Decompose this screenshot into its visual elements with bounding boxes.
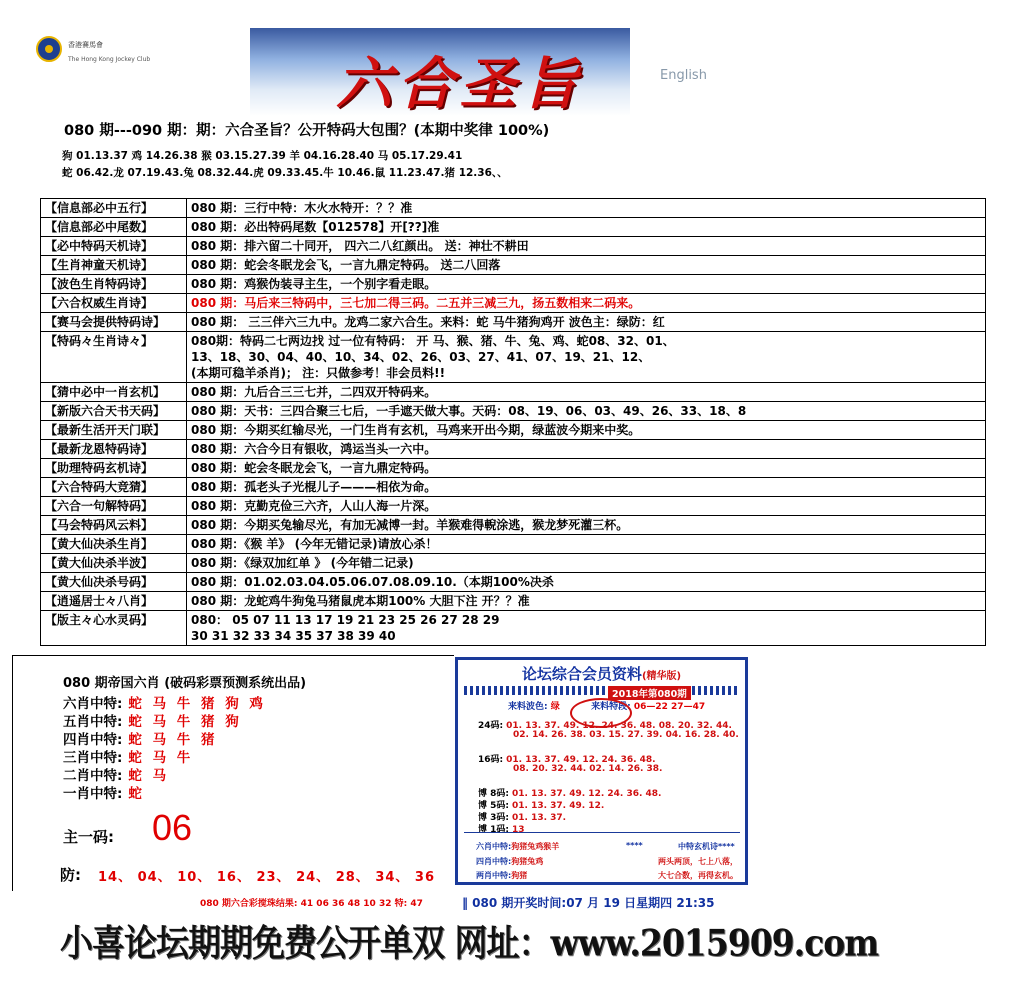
- row-value: [187, 199, 986, 218]
- row-label: 【必中特码天机诗】: [41, 237, 187, 256]
- code-numbers: 01. 13. 37. 49. 12. 24. 36. 48.: [506, 755, 656, 765]
- row-label: 【黄大仙决杀号码】: [41, 573, 187, 592]
- row-value: [187, 218, 986, 237]
- table-row: [41, 535, 986, 554]
- tier-label: 五肖中特:: [63, 714, 123, 730]
- row-label: 【波色生肖特码诗】: [41, 275, 187, 294]
- two-value: 狗猪: [511, 871, 528, 880]
- row-value-line: 080 期：蛇会冬眠龙会飞，一言九鼎定特码。 送二八回落: [191, 258, 501, 272]
- row-value: [187, 611, 986, 646]
- zodiac-line-2: 蛇 06.42.龙 07.19.43.兔 08.32.44.虎 09.33.45.牛 10.46.鼠 11.23.47.猪 12.36、、: [62, 167, 508, 179]
- tier-label: 四肖中特:: [63, 732, 123, 748]
- club-name-en: The Hong Kong Jockey Club: [68, 56, 151, 63]
- row-value-line: 080 期：鸡猴伪装寻主生，一个别字看走眼。: [191, 277, 437, 291]
- row-value-line: (本期可稳羊杀肖)； 注：只做参考！非会员料!!: [191, 366, 446, 380]
- row-value: [187, 421, 986, 440]
- tier-label: 三肖中特:: [63, 750, 123, 766]
- poem-line-2: [658, 870, 738, 881]
- table-row: [41, 218, 986, 237]
- table-row: [41, 421, 986, 440]
- row-value: [187, 402, 986, 421]
- row-value-line: 080 期： 三三伴六三九中。龙鸡二家六合生。来料：蛇 马牛猪狗鸡开 波色主：绿防：红: [191, 315, 665, 329]
- four-value: 狗猪兔鸡: [511, 857, 544, 866]
- row-value: [187, 573, 986, 592]
- zodiac-line-1: 狗 01.13.37 鸡 14.26.38 猴 03.15.27.39 羊 04.16.28.40 马 05.17.29.41: [62, 150, 463, 162]
- code-label: 16码:: [478, 755, 504, 765]
- code-label: 博 1码:: [478, 825, 509, 835]
- panel-band: [464, 686, 740, 695]
- club-name-cn: 香港賽馬會: [68, 41, 103, 49]
- table-row: [41, 592, 986, 611]
- guard-label: 防:: [60, 866, 81, 884]
- meta-special: 06—22 27—47: [633, 702, 706, 712]
- table-row: [41, 294, 986, 313]
- meta-color: 绿: [550, 702, 560, 712]
- tier-label: 六肖中特:: [63, 696, 123, 712]
- row-value-line: 080 期：马后来三特码中，三七加二得三码。二五并三减三九，扬五数相来二码来。: [191, 296, 641, 310]
- meta-label: 来料波色:: [508, 702, 548, 712]
- row-value-line: 080 期：克勤克俭三六齐，人山人海一片深。: [191, 499, 437, 513]
- two-label: 两肖中特:: [476, 871, 512, 880]
- row-value-line: 080 期：九后合三三七并，二四双开特码来。: [191, 385, 437, 399]
- table-row: [41, 383, 986, 402]
- panel-four-line: [476, 856, 543, 867]
- poem-line-2-text: 大七合数，再得玄机。: [658, 871, 738, 880]
- six-label: 六肖中特:: [476, 842, 512, 851]
- row-value: [187, 275, 986, 294]
- tier-line: [63, 746, 193, 766]
- row-value-line: 13、18、30、04、40、10、34、02、26、03、27、41、07、19、21、12、: [191, 350, 651, 364]
- table-row: [41, 275, 986, 294]
- row-value-line: 080 期：今期买红输尽光，一门生肖有玄机，马鸡来开出今期，绿蓝波今期来中奖。: [191, 423, 641, 437]
- poem-title-text: 中特玄机诗****: [678, 842, 735, 851]
- table-row: [41, 459, 986, 478]
- code-line: [510, 730, 739, 740]
- poem-title: [678, 841, 735, 852]
- code-numbers: 08. 20. 32. 44. 02. 14. 26. 38.: [513, 764, 663, 774]
- panel-two-line: [476, 870, 527, 881]
- tier-line: [63, 782, 145, 802]
- table-row: [41, 611, 986, 646]
- table-row: [41, 237, 986, 256]
- row-value: [187, 459, 986, 478]
- stars: [626, 841, 643, 850]
- row-value: [187, 383, 986, 402]
- row-value: [187, 294, 986, 313]
- code-numbers: 01. 13. 37.: [512, 813, 567, 823]
- row-value: [187, 440, 986, 459]
- panel-divider: [464, 832, 740, 833]
- row-label: 【特码々生肖诗々】: [41, 332, 187, 383]
- row-value-line: 080期：特码二七两边找 过一位有特码： 开 马、猴、猪、牛、兔、鸡、蛇08、32、01、: [191, 334, 675, 348]
- row-label: 【猜中必中一肖玄机】: [41, 383, 187, 402]
- row-value-line: 080 期：01.02.03.04.05.06.07.08.09.10.（本期100%决杀: [191, 575, 554, 589]
- row-value-line: 080 期：孤老头子光棍儿子———相依为命。: [191, 480, 437, 494]
- panel-six-line: [476, 841, 559, 852]
- table-row: [41, 313, 986, 332]
- code-label: 博 5码:: [478, 801, 509, 811]
- code-label: 博 8码:: [478, 789, 509, 799]
- table-row: [41, 516, 986, 535]
- tier-line: [63, 728, 218, 748]
- row-value-line: 080 期：《绿双加红单 》 (今年错二记录): [191, 556, 414, 570]
- table-row: [41, 402, 986, 421]
- code-numbers: 01. 13. 37. 49. 12. 24. 36. 48. 08. 20. 32. 44.: [506, 721, 732, 731]
- row-value: [187, 497, 986, 516]
- row-value: [187, 237, 986, 256]
- tier-value: 蛇 马 牛 猪 狗: [128, 714, 242, 730]
- draw-result: 080 期六合彩搅珠结果: 41 06 36 48 10 32 特: 47: [200, 899, 423, 909]
- row-label: 【黄大仙决杀半波】: [41, 554, 187, 573]
- row-label: 【六合权威生肖诗】: [41, 294, 187, 313]
- banner-title: 六合圣旨: [336, 51, 584, 117]
- tier-value: 蛇 马 牛 猪 狗 鸡: [128, 696, 266, 712]
- table-row: [41, 332, 986, 383]
- row-value: [187, 516, 986, 535]
- table-row: [41, 440, 986, 459]
- row-value: [187, 592, 986, 611]
- row-value: [187, 332, 986, 383]
- row-value: [187, 535, 986, 554]
- code-label: 博 3码:: [478, 813, 509, 823]
- table-row: [41, 573, 986, 592]
- panel-year-issue: 2018年第080期: [608, 686, 691, 700]
- row-value: [187, 478, 986, 497]
- prediction-table: [40, 198, 986, 646]
- draw-time: ‖ 080 期开奖时间:07 月 19 日星期四 21:35: [462, 896, 715, 910]
- code-numbers: 13: [512, 825, 525, 835]
- jockey-club-logo-icon: [36, 36, 62, 62]
- panel-title-text: 论坛综合会员资料: [521, 665, 642, 683]
- tier-value: 蛇 马: [128, 768, 170, 784]
- tier-value: 蛇: [128, 786, 145, 802]
- main-code-label: 主一码:: [63, 828, 114, 846]
- panel-title: [458, 663, 745, 684]
- row-label: 【赛马会提供特码诗】: [41, 313, 187, 332]
- code-label: 24码:: [478, 721, 504, 731]
- table-row: [41, 199, 986, 218]
- row-label: 【版主々心水灵码】: [41, 611, 187, 646]
- row-label: 【逍遥居士々八肖】: [41, 592, 187, 611]
- guard-numbers: 14、 04、 10、 16、 23、 24、 28、 34、 36: [98, 870, 436, 885]
- empire-six-title: 080 期帝国六肖 (破码彩票预测系统出品): [63, 676, 307, 691]
- row-label: 【信息部必中五行】: [41, 199, 187, 218]
- poem-line-1: [658, 856, 738, 867]
- english-link[interactable]: English: [660, 68, 707, 83]
- tier-label: 一肖中特:: [63, 786, 123, 802]
- row-value-line: 080 期：天书：三四合聚三七后，一手遮天做大事。天码：08、19、06、03、49、26、33、18、8: [191, 404, 747, 418]
- row-value-line: 080 期：龙蛇鸡牛狗兔马猪鼠虎本期100% 大胆下注 开？？准: [191, 594, 530, 608]
- footer-banner[interactable]: 小喜论坛期期免费公开单双 网址：www.2015909.com: [60, 921, 879, 965]
- row-value-line: 080 期：排六留二十同开， 四六二八红颜出。 送：神壮不耕田: [191, 239, 529, 253]
- tier-value: 蛇 马 牛: [128, 750, 194, 766]
- six-value: 狗猪兔鸡猴羊: [511, 842, 560, 851]
- table-row: [41, 256, 986, 275]
- row-label: 【六合特码大竞猜】: [41, 478, 187, 497]
- code-numbers: 02. 14. 26. 38. 03. 15. 27. 39. 04. 16. 28. 40.: [513, 730, 739, 740]
- row-value-line: 080 期：蛇会冬眠龙会飞，一言九鼎定特码。: [191, 461, 437, 475]
- tier-line: [63, 692, 266, 712]
- row-value-line: 080 期：六合今日有银收，鸿运当头一六中。: [191, 442, 437, 456]
- code-numbers: 01. 13. 37. 49. 12.: [512, 801, 605, 811]
- forum-member-panel: [455, 657, 748, 885]
- headline: 080 期---090 期：期：六合圣旨？公开特码大包围？(本期中奖律 100%): [64, 123, 550, 139]
- row-value-line: 080： 05 07 11 13 17 19 21 23 25 26 27 28 29: [191, 613, 500, 627]
- table-row: [41, 478, 986, 497]
- poem-line-1-text: 两头两顶，七上八落，: [658, 857, 738, 866]
- row-label: 【马会特码风云料】: [41, 516, 187, 535]
- stars-text: ****: [626, 841, 643, 850]
- table-row: [41, 497, 986, 516]
- row-value-line: 080 期：今期买兔输尽光，有加无减博一封。羊猴难得輗涂逃，猴龙梦死灌三杯。: [191, 518, 629, 532]
- tier-value: 蛇 马 牛 猪: [128, 732, 218, 748]
- row-value-line: 080 期：必出特码尾数【012578】开[??]准: [191, 220, 440, 234]
- panel-edition: (精华版): [641, 671, 682, 682]
- row-label: 【新版六合天书天码】: [41, 402, 187, 421]
- row-label: 【助理特码玄机诗】: [41, 459, 187, 478]
- tier-label: 二肖中特:: [63, 768, 123, 784]
- row-value: [187, 313, 986, 332]
- table-row: [41, 554, 986, 573]
- code-numbers: 01. 13. 37. 49. 12. 24. 36. 48.: [512, 789, 662, 799]
- row-value-line: 080 期：三行中特：木火水特开：？？准: [191, 201, 413, 215]
- row-label: 【生肖神童天机诗】: [41, 256, 187, 275]
- row-label: 【最新生活开天门联】: [41, 421, 187, 440]
- row-value: [187, 554, 986, 573]
- code-line: [510, 764, 662, 774]
- row-label: 【六合一句解特码】: [41, 497, 187, 516]
- four-label: 四肖中特:: [476, 857, 512, 866]
- row-label: 【信息部必中尾数】: [41, 218, 187, 237]
- row-label: 【黄大仙决杀生肖】: [41, 535, 187, 554]
- tier-line: [63, 710, 242, 730]
- tier-line: [63, 764, 169, 784]
- main-code-value: 06: [152, 807, 193, 848]
- row-value-line: 30 31 32 33 34 35 37 38 39 40: [191, 629, 396, 643]
- row-label: 【最新龙恩特码诗】: [41, 440, 187, 459]
- meta-special-label: 来料特段:: [591, 702, 631, 712]
- code-line: [478, 822, 525, 835]
- row-value: [187, 256, 986, 275]
- row-value-line: 080 期：《猴 羊》 (今年无错记录)请放心杀！: [191, 537, 438, 551]
